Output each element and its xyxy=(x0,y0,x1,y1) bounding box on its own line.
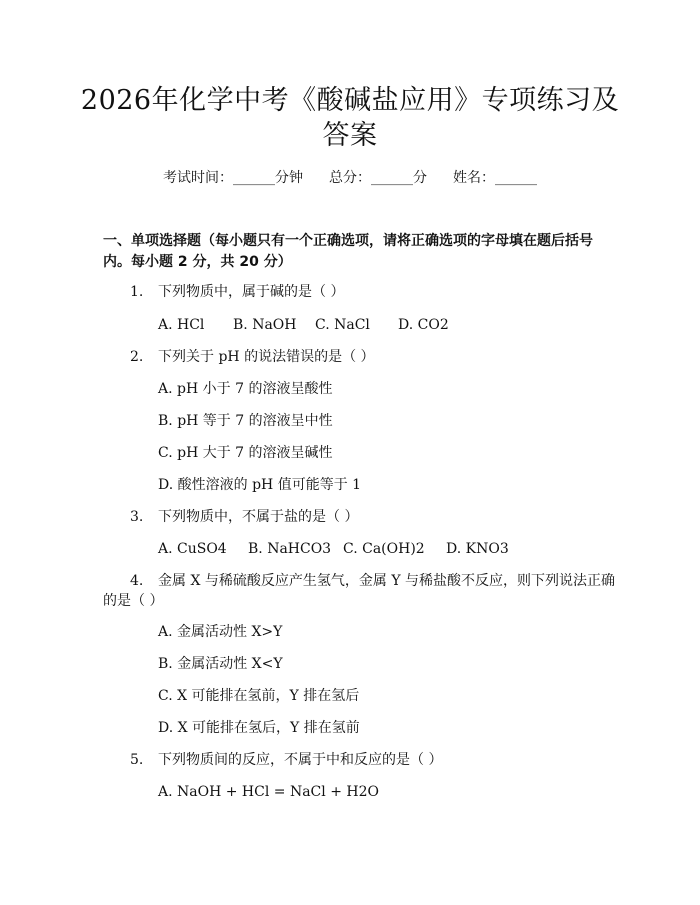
total-score-label: 总分： xyxy=(329,170,371,186)
section-heading: 一、单项选择题（每小题只有一个正确选项，请将正确选项的字母填在题后括号 xyxy=(103,233,593,249)
section-heading-continued: 内。每小题 2 分，共 20 分） xyxy=(103,254,292,270)
option-b: B. NaOH xyxy=(233,317,297,333)
name-blank: ______ xyxy=(495,170,537,186)
option-c: C. Ca(OH)2 xyxy=(343,541,425,557)
exam-time-label: 考试时间： xyxy=(163,170,233,186)
option-b: B. 金属活动性 X<Y xyxy=(158,656,283,672)
page-title: 2026年化学中考《酸碱盐应用》专项练习及 xyxy=(80,85,620,116)
question-number: 2. xyxy=(130,349,144,365)
option-d: D. 酸性溶液的 pH 值可能等于 1 xyxy=(158,477,362,493)
question-stem: 下列物质间的反应，不属于中和反应的是（ ） xyxy=(158,752,443,768)
name-label: 姓名： xyxy=(453,170,495,186)
option-a: A. NaOH + HCl = NaCl + H2O xyxy=(158,784,379,800)
option-a: A. HCl xyxy=(158,317,205,333)
total-score-blank: ______ xyxy=(371,170,413,186)
question-stem: 下列物质中，属于碱的是（ ） xyxy=(158,284,345,300)
option-a: A. pH 小于 7 的溶液呈酸性 xyxy=(158,381,333,397)
option-d: D. X 可能排在氢后，Y 排在氢前 xyxy=(158,720,360,736)
total-score-unit: 分 xyxy=(413,170,427,186)
question-stem: 下列关于 pH 的说法错误的是（ ） xyxy=(158,349,375,365)
question-number: 5. xyxy=(130,752,144,768)
question-stem: 下列物质中，不属于盐的是（ ） xyxy=(158,509,359,525)
option-d: D. CO2 xyxy=(398,317,449,333)
question-stem: 金属 X 与稀硫酸反应产生氢气，金属 Y 与稀盐酸不反应，则下列说法正确 xyxy=(158,573,616,589)
question-number: 4. xyxy=(130,573,144,589)
option-b: B. pH 等于 7 的溶液呈中性 xyxy=(158,413,333,429)
option-b: B. NaHCO3 xyxy=(248,541,332,557)
exam-info-row xyxy=(0,168,700,188)
exam-time-blank: ______ xyxy=(233,170,275,186)
option-d: D. KNO3 xyxy=(446,541,509,557)
question-number: 3. xyxy=(130,509,144,525)
option-c: C. NaCl xyxy=(315,317,370,333)
page-title-continued: 答案 xyxy=(322,120,378,151)
option-a: A. 金属活动性 X>Y xyxy=(158,624,283,640)
question-stem-continued: 的是（ ） xyxy=(103,593,164,609)
option-a: A. CuSO4 xyxy=(158,541,227,557)
option-c: C. pH 大于 7 的溶液呈碱性 xyxy=(158,445,333,461)
option-c: C. X 可能排在氢前，Y 排在氢后 xyxy=(158,688,360,704)
exam-time-unit: 分钟 xyxy=(275,170,303,186)
question-number: 1. xyxy=(130,284,144,300)
